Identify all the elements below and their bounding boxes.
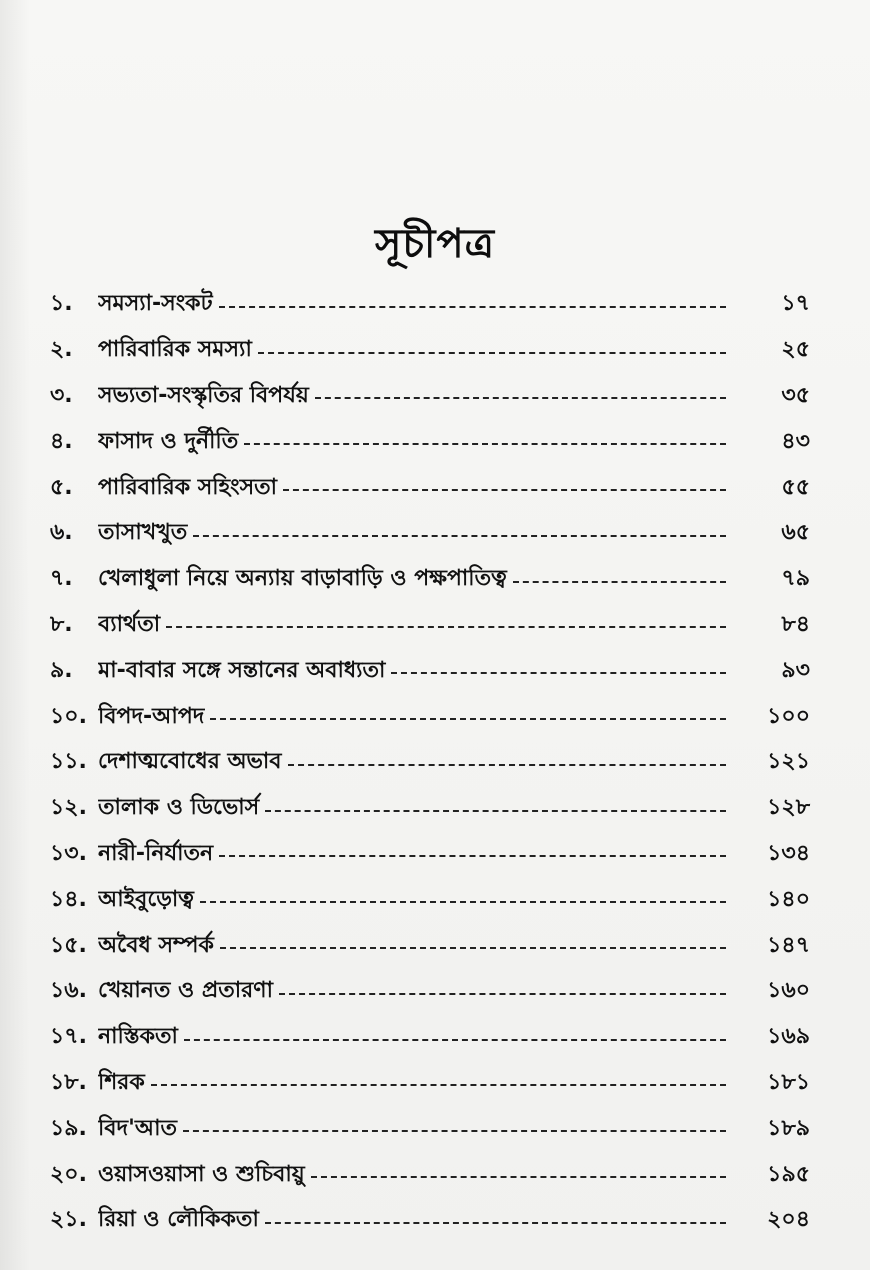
dot-leader [151, 1084, 726, 1086]
toc-row [50, 740, 810, 786]
toc-row [50, 694, 810, 740]
entry-number: ৭. [50, 566, 73, 592]
entry-page-number: ১৯৫ [767, 1161, 810, 1187]
entry-title: পারিবারিক সমস্যা [98, 337, 252, 363]
toc-row [50, 877, 810, 923]
dot-leader [265, 810, 726, 812]
entry-page-number: ১০০ [767, 703, 810, 729]
dot-leader [283, 489, 726, 491]
entry-title: খেয়ানত ও প্রতারণা [98, 978, 273, 1004]
entry-page-number: ১৮১ [767, 1069, 810, 1095]
dot-leader [513, 581, 726, 583]
entry-title: আইবুড়োত্ব [98, 886, 194, 912]
entry-page-number: ১২১ [767, 749, 810, 775]
entry-number: ৩. [50, 382, 73, 408]
dot-leader [183, 1130, 726, 1132]
entry-number: ২০. [50, 1161, 87, 1187]
entry-title: খেলাধুলা নিয়ে অন্যায় বাড়াবাড়ি ও পক্ষপাতিত্ব [98, 566, 507, 592]
entry-title: সভ্যতা-সংস্কৃতির বিপর্যয় [98, 382, 309, 408]
entry-page-number: ৪৩ [781, 428, 810, 454]
entry-title: বিদ'আত [98, 1115, 178, 1141]
entry-page-number: ১৭ [781, 291, 810, 317]
entry-title: ব্যার্থতা [98, 611, 161, 637]
entry-title: রিয়া ও লৌকিকতা [98, 1207, 259, 1233]
entry-number: ২১. [50, 1207, 87, 1233]
entry-page-number: ১৮৯ [767, 1115, 810, 1141]
toc-row [50, 1106, 810, 1152]
entry-title: শিরক [98, 1069, 145, 1095]
entry-title: নারী-নির্যাতন [98, 840, 214, 866]
dot-leader [279, 993, 726, 995]
toc-row [50, 282, 810, 328]
entry-number: ৫. [50, 474, 73, 500]
toc-row [50, 557, 810, 603]
toc-row [50, 374, 810, 420]
entry-number: ১৮. [50, 1069, 87, 1095]
entry-title: ওয়াসওয়াসা ও শুচিবায়ু [98, 1161, 305, 1187]
dot-leader [184, 1039, 726, 1041]
entry-title: তাসাখখুত [98, 520, 188, 546]
entry-title: ফাসাদ ও দুর্নীতি [98, 428, 239, 454]
dot-leader [219, 855, 726, 857]
dot-leader [315, 397, 726, 399]
entry-number: ১২. [50, 795, 87, 821]
dot-leader [219, 306, 726, 308]
entry-title: বিপদ-আপদ [98, 703, 205, 729]
entry-page-number: ১৬৯ [767, 1024, 810, 1050]
entry-page-number: ১৬০ [767, 978, 810, 1004]
entry-number: ১৬. [50, 978, 87, 1004]
entry-number: ১৯. [50, 1115, 87, 1141]
entry-title: নাস্তিকতা [98, 1024, 178, 1050]
entry-number: ১৭. [50, 1024, 87, 1050]
dot-leader [391, 672, 726, 674]
toc-row [50, 1015, 810, 1061]
dot-leader [220, 947, 726, 949]
entry-page-number: ২৫ [781, 337, 810, 363]
entry-page-number: ৮৪ [781, 611, 810, 637]
entry-number: ১১. [50, 749, 87, 775]
toc-row [50, 328, 810, 374]
entry-number: ২. [50, 337, 73, 363]
entry-title: তালাক ও ডিভোর্স [98, 795, 260, 821]
dot-leader [166, 626, 726, 628]
entry-page-number: ২০৪ [767, 1207, 810, 1233]
toc-row [50, 465, 810, 511]
entry-title: সমস্যা-সংকট [98, 291, 213, 317]
toc-row [50, 1198, 810, 1244]
toc-row [50, 832, 810, 878]
table-of-contents [50, 282, 810, 1244]
entry-number: ৮. [50, 611, 73, 637]
entry-number: ৪. [50, 428, 73, 454]
entry-page-number: ৯৩ [781, 657, 810, 683]
toc-row [50, 1061, 810, 1107]
entry-page-number: ১৪৭ [767, 932, 810, 958]
entry-number: ১০. [50, 703, 87, 729]
dot-leader [311, 1176, 726, 1178]
page-title: সূচীপত্র [375, 220, 495, 267]
entry-page-number: ১৩৪ [767, 840, 810, 866]
dot-leader [244, 443, 726, 445]
entry-title: অবৈধ সম্পর্ক [98, 932, 214, 958]
entry-number: ৯. [50, 657, 73, 683]
entry-number: ১. [50, 291, 73, 317]
dot-leader [288, 764, 726, 766]
toc-row [50, 786, 810, 832]
dot-leader [200, 901, 726, 903]
entry-title: মা-বাবার সঙ্গে সন্তানের অবাধ্যতা [98, 657, 386, 683]
dot-leader [193, 535, 726, 537]
entry-page-number: ১২৮ [767, 795, 810, 821]
entry-title: পারিবারিক সহিংসতা [98, 474, 278, 500]
dot-leader [210, 718, 726, 720]
toc-row [50, 923, 810, 969]
entry-page-number: ১৪০ [767, 886, 810, 912]
toc-row [50, 969, 810, 1015]
toc-row [50, 511, 810, 557]
entry-page-number: ৫৫ [781, 474, 810, 500]
toc-row [50, 603, 810, 649]
toc-row [50, 648, 810, 694]
entry-page-number: ৩৫ [781, 382, 810, 408]
dot-leader [258, 352, 726, 354]
toc-row [50, 419, 810, 465]
entry-page-number: ৭৯ [781, 566, 810, 592]
dot-leader [265, 1222, 726, 1224]
entry-number: ১৪. [50, 886, 87, 912]
entry-number: ১৫. [50, 932, 87, 958]
toc-row [50, 1152, 810, 1198]
entry-number: ১৩. [50, 840, 87, 866]
entry-title: দেশাত্মবোধের অভাব [98, 749, 282, 775]
entry-number: ৬. [50, 520, 73, 546]
entry-page-number: ৬৫ [781, 520, 810, 546]
